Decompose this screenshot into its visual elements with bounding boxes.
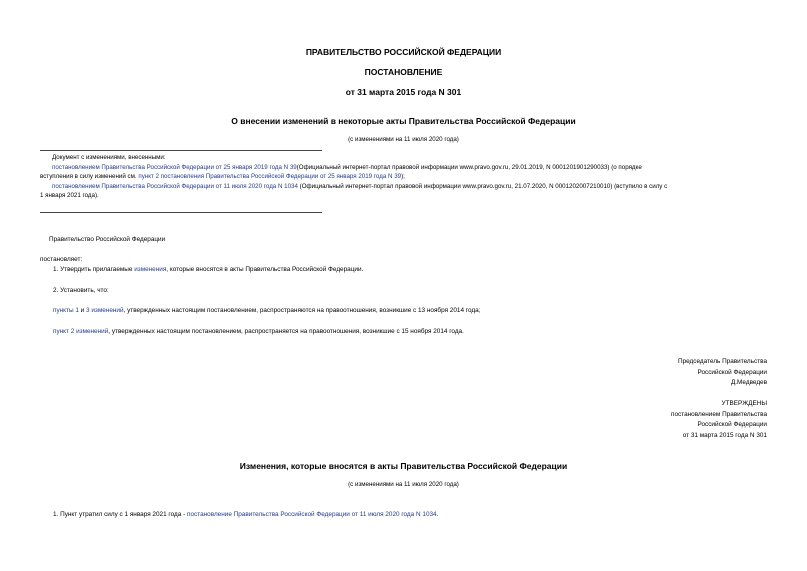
changes-link-2020[interactable]: постановлением Правительства Российской Федерации от 11 июля 2020 года N 1034: [52, 182, 298, 190]
divider-top: [40, 150, 322, 151]
approved-line-1: УТВЕРЖДЕНЫ: [721, 400, 767, 407]
changes-item-2-text: (Официальный интернет-портал правовой информации www.pravo.gov.ru, 21.07.2020, N 0001202007210010) (вступило в силу с: [299, 182, 668, 190]
paragraph-1: [53, 266, 363, 273]
changes-item-1-end: );: [401, 173, 405, 181]
changes-item-1-cont-text: вступления в силу изменений см.: [40, 173, 137, 181]
doc-type-heading: ПОСТАНОВЛЕНИЕ: [364, 67, 443, 77]
changes-intro: Документ с изменениями, внесенными:: [52, 154, 166, 161]
paragraph-3-and: и: [78, 307, 87, 314]
paragraph-4: [53, 328, 464, 335]
paragraph-4-text: , утвержденных настоящим постановлением, распространяется на правоотношения, возникшие с 15 ноября 2014 года.: [108, 328, 464, 335]
annex-title: Изменения, которые вносятся в акты Правительства Российской Федерации: [239, 461, 568, 471]
changes-item-1: [52, 163, 772, 173]
paragraph-3: [53, 307, 480, 314]
changes-note: [40, 153, 772, 201]
signature-line-3: Д.Медведев: [730, 379, 767, 386]
changes-item-2: [52, 182, 772, 192]
paragraph-3-text: , утвержденных настоящим постановлением, распространяются на правоотношения, возникшие с 13 ноября 2014 года;: [123, 307, 481, 314]
paragraph-1-start: 1. Утвердить прилагаемые: [53, 266, 133, 273]
items-1-link[interactable]: пункты 1: [53, 307, 79, 314]
signature-block: [678, 357, 767, 389]
changes-item-1-text: (Официальный интернет-портал правовой информации www.pravo.gov.ru, 29.01.2019, N 0001201901290033) (о порядке: [296, 163, 642, 171]
annex-item-1-end: .: [436, 511, 439, 518]
changes-link-2019[interactable]: постановлением Правительства Российской Федерации от 25 января 2019 года N 39: [52, 163, 297, 171]
approved-line-2: постановлением Правительства: [671, 410, 767, 418]
items-3-link[interactable]: 3 изменений: [86, 307, 124, 314]
approved-line-3: Российской Федерации: [697, 421, 767, 428]
annex-item-1-link[interactable]: постановление Правительства Российской Федерации от 11 июля 2020 года N 1034: [187, 511, 437, 518]
resolves-word: постановляет:: [40, 256, 83, 263]
changes-link[interactable]: изменения: [134, 266, 167, 273]
approved-block: [671, 399, 767, 441]
government-heading: ПРАВИТЕЛЬСТВО РОССИЙСКОЙ ФЕДЕРАЦИИ: [305, 47, 502, 57]
changes-link-2019-p2[interactable]: пункт 2 постановления Правительства Российской Федерации от 25 января 2019 года N 39: [138, 173, 402, 181]
signature-line-2: Российской Федерации: [697, 368, 767, 376]
document-title: О внесении изменений в некоторые акты Правительства Российской Федерации: [231, 116, 576, 126]
changes-item-1-cont: [40, 172, 772, 182]
annex-item-1: [53, 511, 438, 518]
preamble: Правительство Российской Федерации: [49, 236, 166, 243]
date-number-heading: от 31 марта 2015 года N 301: [345, 87, 462, 97]
divider-bottom: [40, 212, 322, 213]
annex-revision: (с изменениями на 11 июля 2020 года): [348, 481, 459, 488]
paragraph-1-end: , которые вносятся в акты Правительства Российской Федерации.: [166, 266, 364, 273]
paragraph-2: 2. Установить, что:: [53, 287, 109, 294]
approved-line-4: от 31 марта 2015 года N 301: [682, 431, 767, 439]
signature-line-1: Председатель Правительства: [678, 358, 767, 365]
annex-item-1-text: 1. Пункт утратил силу с 1 января 2021 года -: [53, 511, 187, 518]
revision-note: (с изменениями на 11 июля 2020 года): [348, 136, 459, 143]
changes-item-2-cont: 1 января 2021 года).: [40, 192, 99, 200]
item-2-link[interactable]: пункт 2 изменений: [53, 328, 109, 335]
